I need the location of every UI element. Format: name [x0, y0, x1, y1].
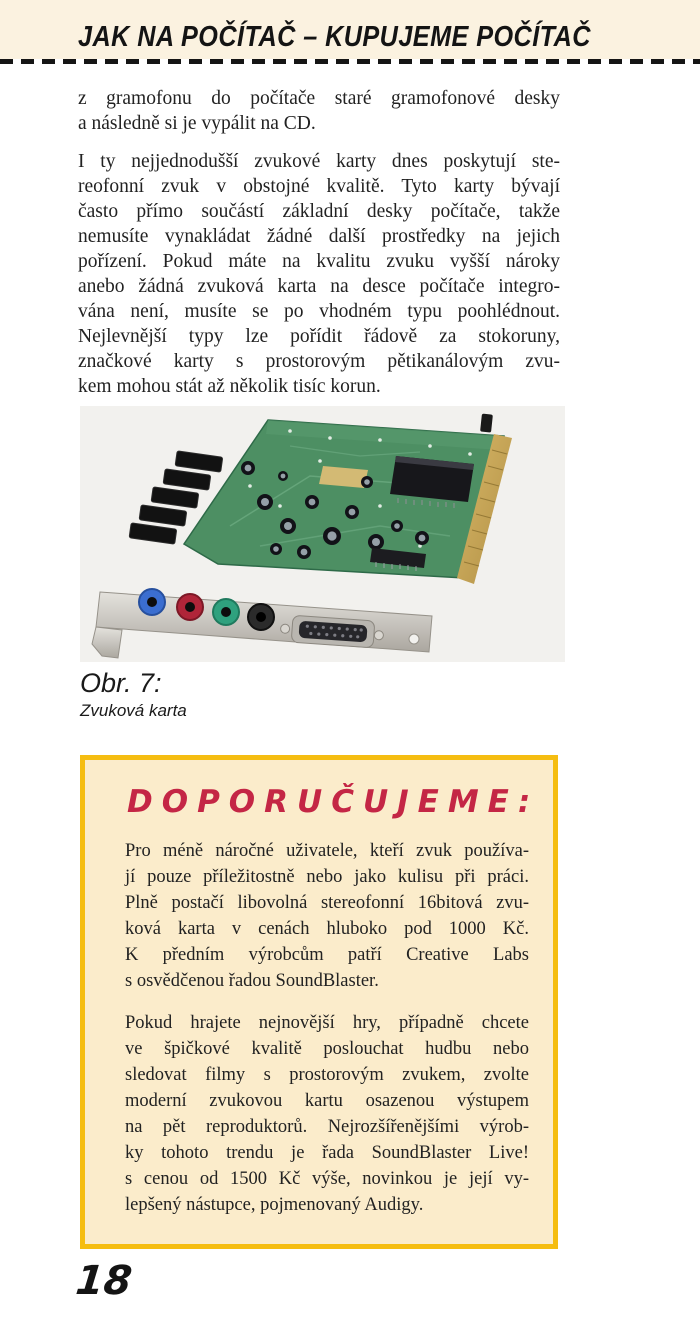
- figure-caption-label: Obr. 7:: [80, 668, 162, 698]
- text-line: Nejlevnější typy lze pořídit řádově za stokoruny,: [78, 326, 560, 347]
- text-line: ky tohoto trendu je řada SoundBlaster Live!: [125, 1143, 529, 1163]
- figure-caption-text: Zvuková karta: [80, 701, 187, 720]
- text-line: lepšený nástupce, pojmenovaný Audigy.: [125, 1195, 424, 1215]
- text-line: Plně postačí libovolná stereofonní 16bitová zvu-: [125, 893, 529, 913]
- article-text: [78, 86, 560, 412]
- page-number: 18: [73, 1258, 135, 1304]
- text-line: často přímo součástí základní desky počítače, takže: [78, 201, 560, 222]
- text-line: Pro méně náročné uživatele, kteří zvuk používa-: [125, 841, 529, 861]
- text-line: ve špičkové kvalitě poslouchat hudbu nebo: [125, 1039, 529, 1059]
- sound-card-photo: [80, 406, 565, 662]
- text-line: K předním výrobcům patří Creative Labs: [125, 945, 529, 965]
- page-header: [0, 0, 700, 59]
- recommendation-title: DOPORUČUJEME:: [127, 784, 540, 820]
- paragraph: [78, 86, 560, 136]
- paragraph: [78, 149, 560, 399]
- figure-caption: [80, 668, 187, 722]
- text-line: značkové karty s prostorovým pětikanálovým zvu-: [78, 351, 560, 372]
- text-line: na pět reproduktorů. Nejrozšířenějšími výrob-: [125, 1117, 529, 1137]
- text-line: ková karta v cenách hluboko pod 1000 Kč.: [125, 919, 529, 939]
- text-line: vána není, musíte se po vhodném typu poohlédnout.: [78, 301, 560, 322]
- text-line: a následně si je vypálit na CD.: [78, 113, 316, 134]
- text-line: reofonní zvuk v obstojné kvalitě. Tyto karty bývají: [78, 176, 560, 197]
- text-line: nemusíte vynakládat žádné další prostředky na jejich: [78, 226, 560, 247]
- text-line: kem mohou stát až několik tisíc korun.: [78, 376, 381, 397]
- text-line: sledovat filmy s prostorovým zvukem, zvolte: [125, 1065, 529, 1085]
- recommendation-box: [80, 755, 558, 1249]
- text-line: pořízení. Pokud máte na kvalitu zvuku vyšší nároky: [78, 251, 560, 272]
- recommendation-paragraph: [125, 1010, 529, 1218]
- text-line: moderní zvukovou kartu osazenou výstupem: [125, 1091, 529, 1111]
- text-line: Pokud hrajete nejnovější hry, případně chcete: [125, 1013, 529, 1033]
- text-line: anebo žádná zvuková karta na desce počítače integro-: [78, 276, 560, 297]
- text-line: s cenou od 1500 Kč výše, novinkou je její vy-: [125, 1169, 529, 1189]
- text-line: jí pouze příležitostně nebo jako kulisu při práci.: [125, 867, 529, 887]
- recommendation-paragraph: [125, 838, 529, 994]
- text-line: I ty nejjednodušší zvukové karty dnes poskytují ste-: [78, 151, 560, 172]
- page-header-title: JAK NA POČÍTAČ – KUPUJEME POČÍTAČ: [78, 21, 591, 53]
- text-line: s osvědčenou řadou SoundBlaster.: [125, 971, 379, 991]
- dashed-divider: [0, 59, 700, 64]
- text-line: z gramofonu do počítače staré gramofonové desky: [78, 88, 560, 109]
